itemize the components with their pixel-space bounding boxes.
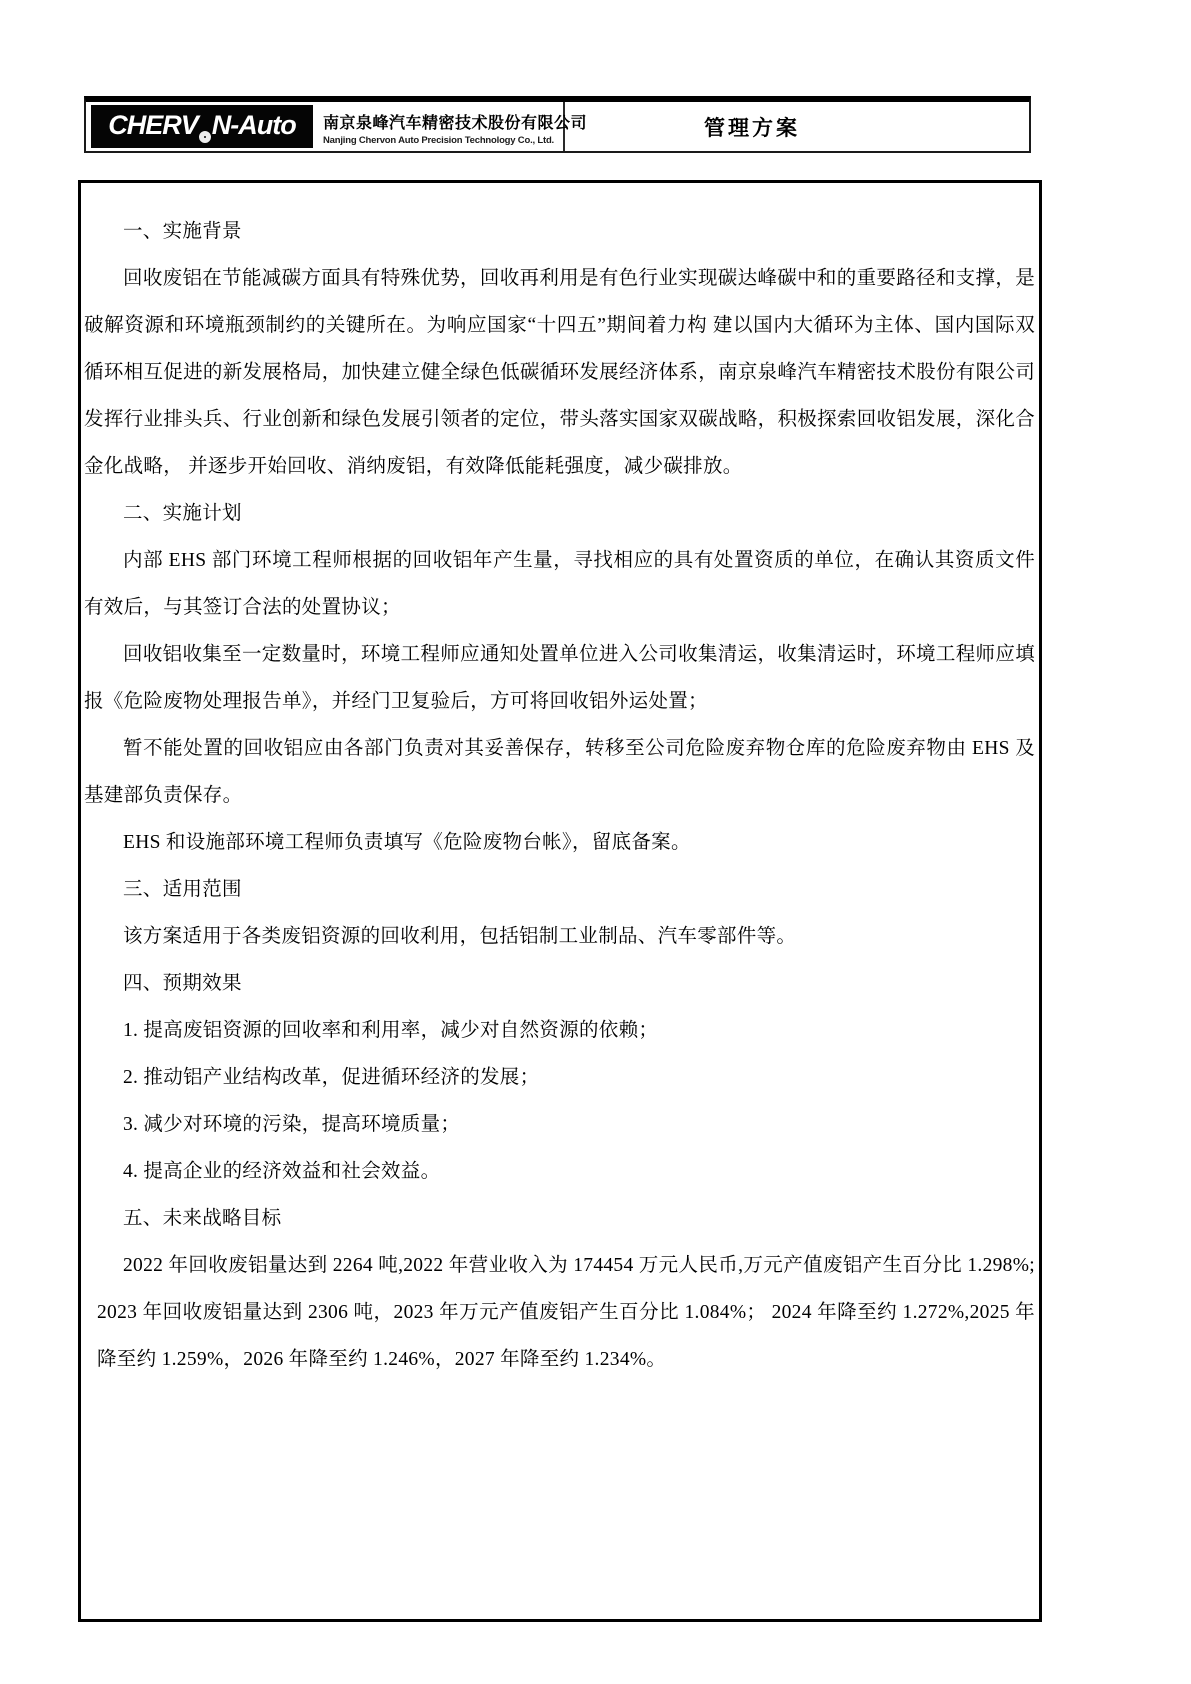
section-heading: 三、适用范围 [123, 879, 242, 900]
paragraph: 回收废铝在节能减碳方面具有特殊优势，回收再利用是有色行业实现碳达峰碳中和的重要路径和支撑，是破解资源和环境瓶颈制约的关键所在。为响应国家“十四五”期间着力构 建以国内大循环为主体、国内国际双循环相互促进的新发展格局，加快建立健全绿色低碳循环发展经济体系，南京泉峰汽车精密技术股份有限公司发挥行业排头兵、行业创新和绿色发展引领者的定位，带头落实国家双碳战略，积极探索回收铝发展，深化合金化战略， 并逐步开始回收、消纳废铝，有效降低能耗强度，减少碳排放。 [84, 268, 1035, 477]
company-name-english: Nanjing Chervon Auto Precision Technology Co., Ltd. [323, 134, 555, 146]
document-title-cell [565, 102, 1029, 151]
chervon-auto-logo [91, 105, 313, 148]
list-item: 2. 推动铝产业结构改革，促进循环经济的发展； [123, 1067, 540, 1088]
paragraph: 该方案适用于各类废铝资源的回收利用，包括铝制工业制品、汽车零部件等。 [123, 926, 797, 947]
list-item: 4. 提高企业的经济效益和社会效益。 [123, 1161, 441, 1182]
list-item: 1. 提高废铝资源的回收率和利用率，减少对自然资源的依赖； [123, 1020, 659, 1041]
paragraph: 内部 EHS 部门环境工程师根据的回收铝年产生量，寻找相应的具有处置资质的单位，在确认其资质文件有效后，与其签订合法的处置协议； [84, 550, 1035, 618]
document-title: 管理方案 [704, 116, 800, 140]
paragraph: 暂不能处置的回收铝应由各部门负责对其妥善保存，转移至公司危险废弃物仓库的危险废弃物由 EHS 及基建部负责保存。 [84, 738, 1035, 806]
section-heading: 二、实施计划 [123, 503, 242, 524]
content-box [78, 180, 1042, 1622]
company-name-block [313, 102, 588, 151]
logo-text [108, 110, 295, 143]
document-header [84, 96, 1031, 153]
paragraph: EHS 和设施部环境工程师负责填写《危险废物台帐》，留底备案。 [123, 832, 691, 853]
logo-text-suffix: N-Auto [211, 110, 296, 140]
logo-text-prefix: CHERV [108, 110, 198, 140]
section-heading: 四、预期效果 [123, 973, 242, 994]
paragraph: 2022 年回收废铝量达到 2264 吨,2022 年营业收入为 174454 万元人民币,万元产值废铝产生百分比 1.298%; 2023 年回收废铝量达到 2306 吨，2023 年万元产值废铝产生百分比 1.084%； 2024 年降至约 1.272%,2025 年降至约 1.259%，2026 年降至约 1.246%，2027 年降至约 1.234%。 [97, 1255, 1035, 1370]
section-heading: 五、未来战略目标 [123, 1208, 282, 1229]
list-item: 3. 减少对环境的污染，提高环境质量； [123, 1114, 461, 1135]
company-name-chinese: 南京泉峰汽车精密技术股份有限公司 [323, 114, 588, 132]
section-heading: 一、实施背景 [123, 221, 242, 242]
logo-o-ring-icon [199, 131, 211, 143]
paragraph: 回收铝收集至一定数量时，环境工程师应通知处置单位进入公司收集清运，收集清运时，环境工程师应填报《危险废物处理报告单》，并经门卫复验后，方可将回收铝外运处置； [84, 644, 1035, 712]
document-body [84, 208, 1035, 1383]
